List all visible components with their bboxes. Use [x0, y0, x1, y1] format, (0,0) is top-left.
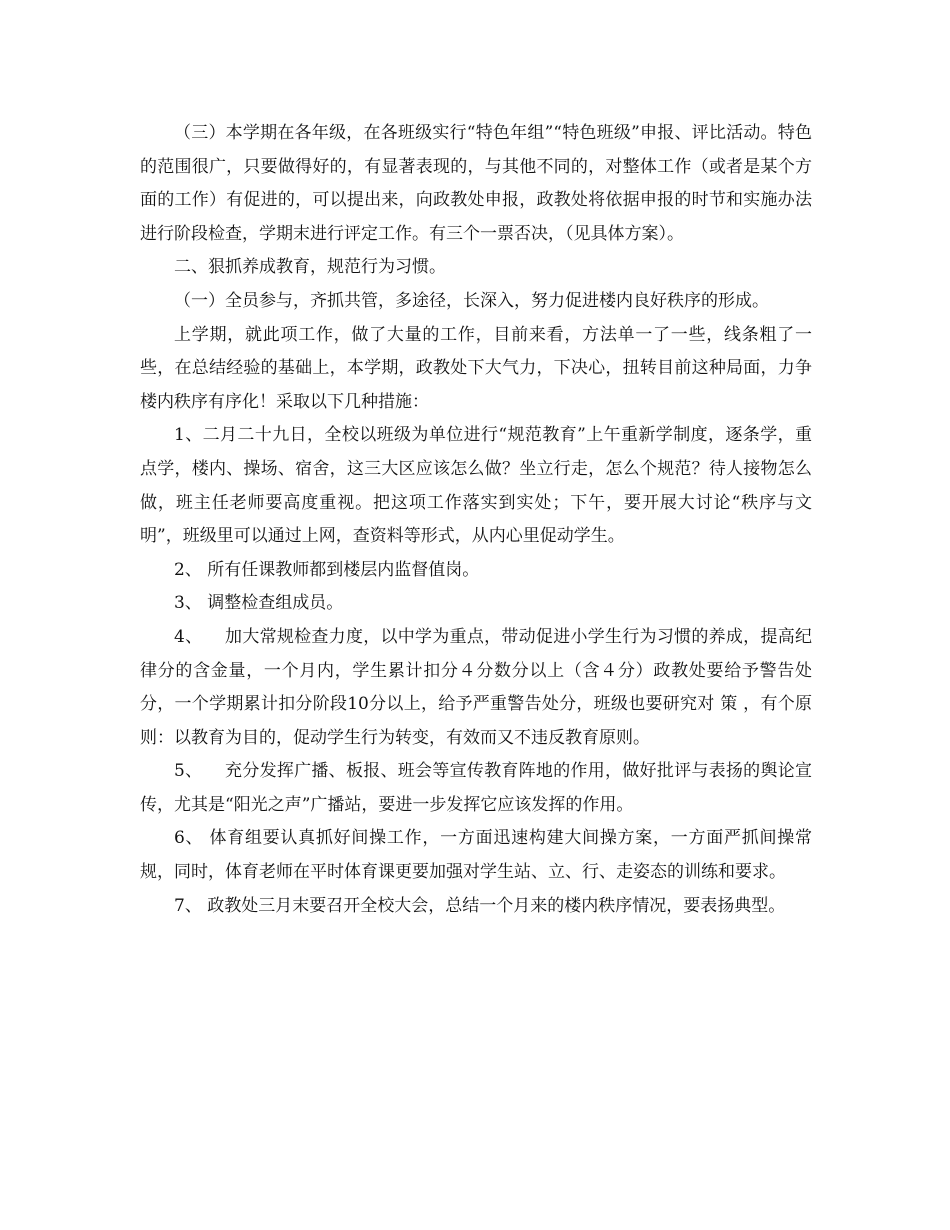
paragraph-last-semester-summary: 上学期，就此项工作，做了大量的工作，目前来看，方法单一了一些，线条粗了一些，在总结经验的基础上，本学期，政教处下大气力，下决心，扭转目前这种局面，力争楼内秩序有序化！采取以下几种措施：: [140, 324, 812, 412]
paragraph-special-grade-class-evaluation: （三）本学期在各年级，在各班级实行“特色年组”“特色班级”申报、评比活动。特色的范围很广，只要做得好的，有显著表现的，与其他不同的，对整体工作（或者是某个方面的工作）有促进的，可以提出来，向政教处申报，政教处将依据申报的时节和实施办法进行阶段检查，学期末进行评定工作。有三个一票否决，（见具体方案）。: [140, 123, 812, 244]
list-item-5-publicity: 5、 充分发挥广播、板报、班会等宣传教育阵地的作用，做好批评与表扬的舆论宣传，尤其是“阳光之声”广播站，要进一步发挥它应该发挥的作用。: [140, 761, 812, 815]
document-body: [140, 117, 812, 923]
list-item-7-school-meeting: 7、 政教处三月末要召开全校大会，总结一个月来的楼内秩序情况，要表扬典型。: [174, 895, 786, 916]
list-item-3-inspection-team: 3、 调整检查组成员。: [174, 593, 344, 614]
subsection-heading-all-staff-participation: （一）全员参与，齐抓共管，多途径，长深入，努力促进楼内良好秩序的形成。: [174, 290, 769, 311]
section-heading-habit-education: 二、狠抓养成教育，规范行为习惯。: [174, 257, 446, 278]
list-item-1-norm-education: 1、二月二十九日，全校以班级为单位进行“规范教育”上午重新学制度，逐条学，重点学，楼内、操场、宿舍，这三大区应该怎么做？坐立行走，怎么个规范？待人接物怎么做，班主任老师要高度重视。把这项工作落实到实处；下午，要开展大讨论“秩序与文明”，班级里可以通过上网，查资料等形式，从内心里促动学生。: [140, 425, 812, 547]
list-item-2-teacher-duty: 2、 所有任课教师都到楼层内监督值岗。: [174, 559, 480, 580]
list-item-4-routine-inspection: 4、 加大常规检查力度，以中学为重点，带动促进小学生行为习惯的养成，提高纪律分的含金量，一个月内，学生累计扣分４分数分以上（含４分）政教处要给予警告处分，一个学期累计扣分阶段10分以上，给予严重警告处分，班级也要研究对 策 ，有个原则：以教育为目的，促动学生行为转变，有效而又不违反教育原则。: [140, 626, 812, 748]
list-item-6-pe-exercise: 6、 体育组要认真抓好间操工作，一方面迅速构建大间操方案，一方面严抓间操常规，同时，体育老师在平时体育课更要加强对学生站、立、行、走姿态的训练和要求。: [140, 828, 812, 883]
